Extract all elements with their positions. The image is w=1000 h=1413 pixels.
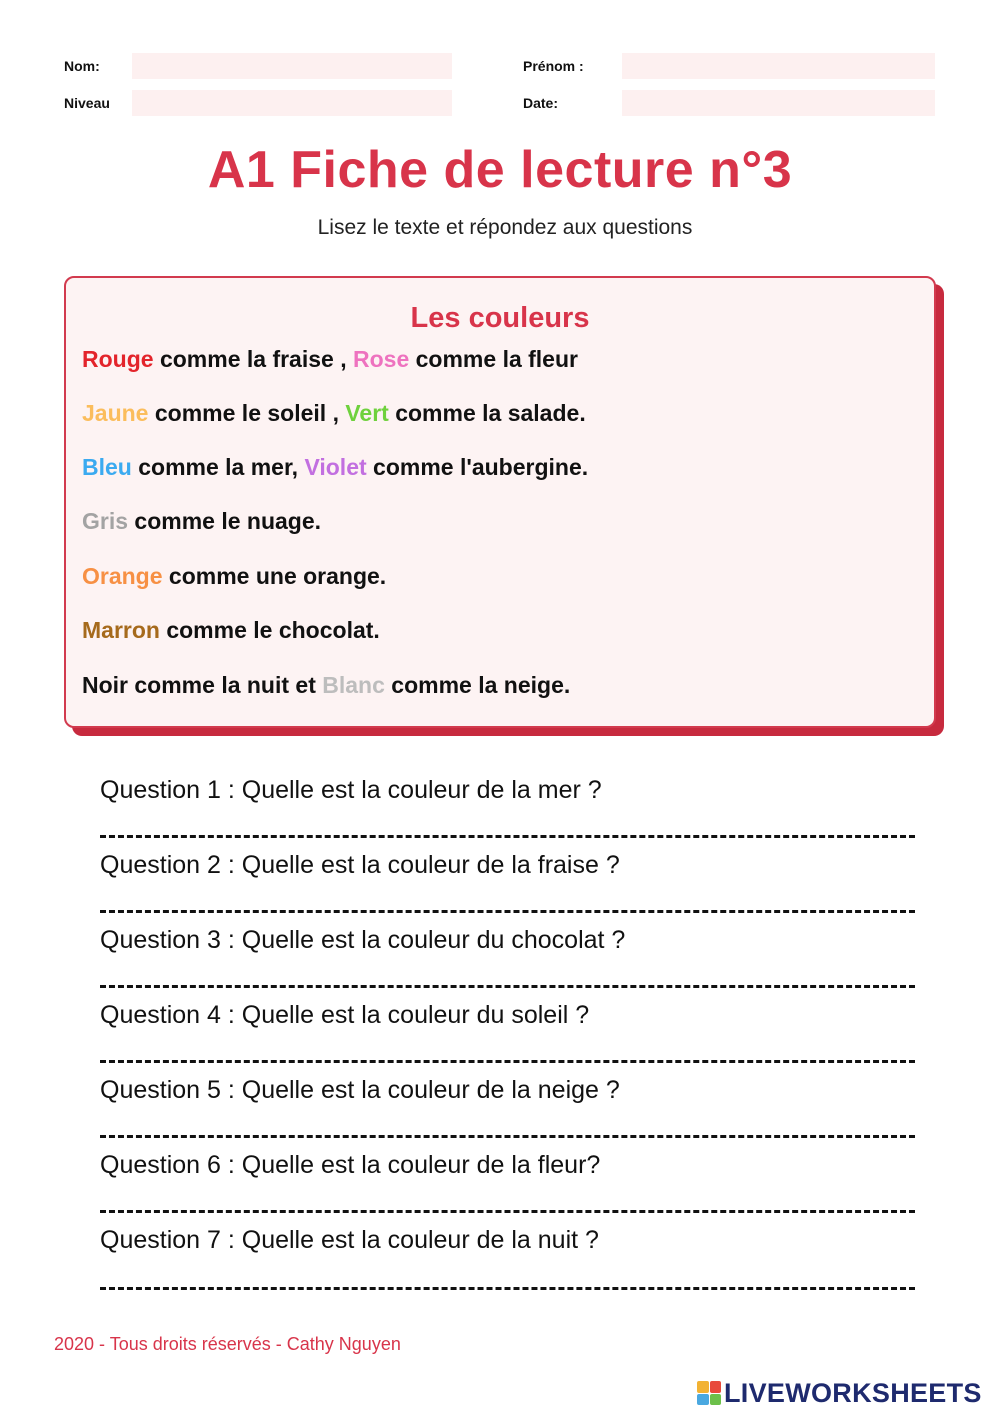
line-text: comme le chocolat. [159,617,380,643]
color-word-gris: Gris [82,508,129,534]
color-word-blanc: Blanc [322,672,385,698]
copyright-footer: 2020 - Tous droits réservés - Cathy Nguyen [54,1334,401,1354]
page-title: A1 Fiche de lecture n°3 [207,141,793,199]
answer-input-2[interactable] [100,885,915,913]
color-word-jaune: Jaune [82,400,149,426]
date-label: Date: [523,95,559,111]
niveau-label: Niveau [64,95,110,111]
line-text: Noir comme la nuit et [82,672,323,698]
question-1: Question 1 : Quelle est la couleur de la mer ? [100,776,602,804]
answer-input-1[interactable] [100,810,915,838]
line-text: comme la salade. [388,400,586,426]
line-text: comme la neige. [384,672,571,698]
line-text: comme une orange. [162,563,387,589]
prenom-label: Prénom : [523,58,584,74]
line-text: comme la mer, [131,454,305,480]
reading-line-3 [82,454,588,481]
answer-input-4[interactable] [100,1035,915,1063]
answer-input-6[interactable] [100,1185,915,1213]
reading-line-4 [82,508,321,535]
date-input[interactable] [622,90,935,116]
line-text: comme la fraise , [153,346,353,372]
line-text: comme le nuage. [128,508,322,534]
answer-input-7[interactable] [100,1262,915,1290]
liveworksheets-logo-icon [697,1381,721,1405]
question-4: Question 4 : Quelle est la couleur du soleil ? [100,1001,590,1029]
brand-name: LIVEWORKSHEETS [724,1377,982,1408]
question-5: Question 5 : Quelle est la couleur de la neige ? [100,1076,620,1104]
line-text: comme l'aubergine. [366,454,589,480]
color-word-rose: Rose [353,346,410,372]
reading-box [64,276,936,728]
page-subtitle: Lisez le texte et répondez aux questions [317,216,693,239]
answer-input-3[interactable] [100,960,915,988]
question-3: Question 3 : Quelle est la couleur du chocolat ? [100,926,626,954]
prenom-input[interactable] [622,53,935,79]
niveau-input[interactable] [132,90,452,116]
color-word-orange: Orange [82,563,163,589]
reading-line-7 [82,672,570,699]
color-word-violet: Violet [304,454,367,480]
color-word-marron: Marron [82,617,160,643]
reading-line-6 [82,617,380,644]
question-6: Question 6 : Quelle est la couleur de la fleur? [100,1151,601,1179]
color-word-bleu: Bleu [82,454,132,480]
liveworksheets-brand[interactable] [697,1378,982,1408]
color-word-vert: Vert [345,400,389,426]
line-text: comme le soleil , [148,400,346,426]
color-word-rouge: Rouge [82,346,154,372]
reading-title: Les couleurs [410,302,590,334]
reading-line-1 [82,346,578,373]
answer-input-5[interactable] [100,1110,915,1138]
nom-label: Nom: [64,58,100,74]
nom-input[interactable] [132,53,452,79]
reading-line-2 [82,400,586,427]
reading-line-5 [82,563,386,590]
line-text: comme la fleur [409,346,578,372]
question-7: Question 7 : Quelle est la couleur de la nuit ? [100,1226,599,1254]
question-2: Question 2 : Quelle est la couleur de la fraise ? [100,851,620,879]
